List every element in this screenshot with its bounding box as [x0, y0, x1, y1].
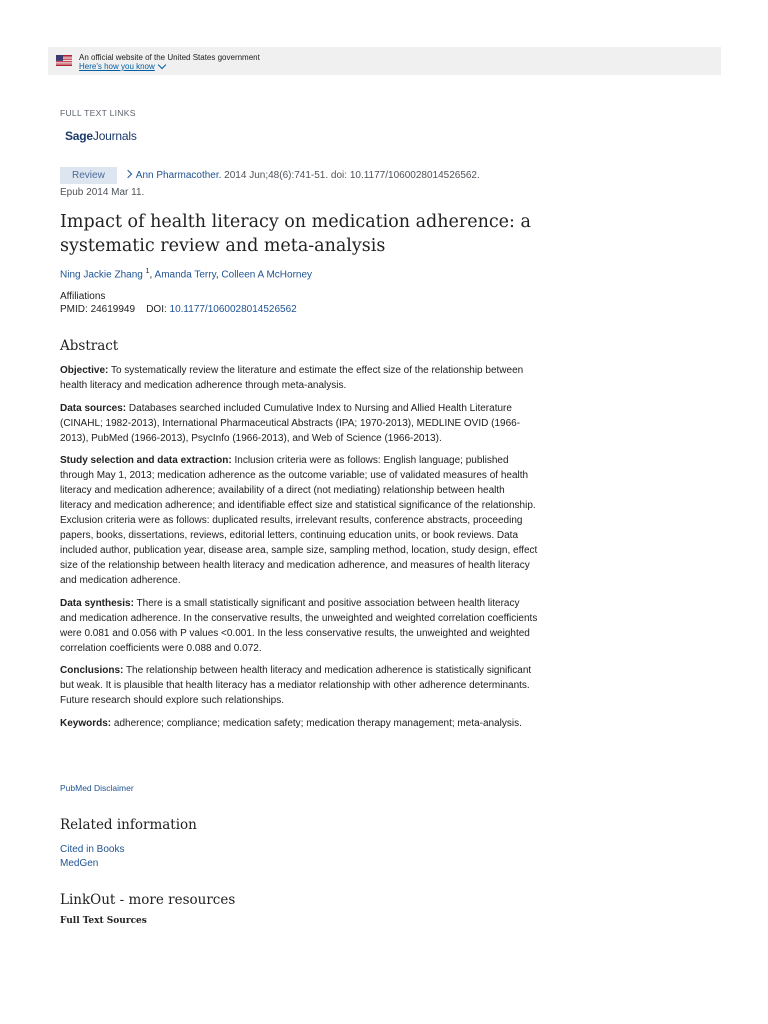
sage-logo-part1: Sage [65, 129, 93, 143]
linkout-heading: LinkOut - more resources [60, 892, 236, 908]
article-identifiers [60, 304, 297, 315]
epub-date: Epub 2014 Mar 11. [60, 187, 145, 198]
abstract-section-label: Conclusions: [60, 665, 124, 676]
pmid-label: PMID: [60, 304, 91, 315]
abstract-section [60, 663, 538, 708]
medgen-link[interactable]: MedGen [60, 858, 99, 869]
abstract-section-text: The relationship between health literacy and medication adherence is statistically significant but weak. It is plausible that health literacy has a mediator relationship with other adherence determinants. Future research should explore such relationships. [60, 665, 532, 706]
related-links [60, 843, 124, 871]
article-title: Impact of health literacy on medication adherence: a systematic review and meta-analysis [60, 212, 531, 256]
keywords [60, 716, 538, 731]
abstract-section-label: Data synthesis: [60, 597, 134, 609]
related-information-heading: Related information [60, 817, 197, 833]
keywords-label: Keywords: [60, 717, 112, 729]
us-flag-icon [56, 55, 72, 66]
abstract-body [60, 363, 538, 738]
abstract-section-text: Databases searched included Cumulative Index to Nursing and Allied Health Literature (CINAHL; 1982-2013), International Pharmaceutical Abstracts (IPA; 1970-2013), MEDLINE OVID (1966-2013), PubMed (1966-2013), PsycInfo (1966-2013), and Web of Science (1966-2013). [60, 402, 521, 444]
doi-label: DOI: [146, 304, 170, 315]
cited-in-books-link[interactable]: Cited in Books [60, 844, 125, 855]
keywords-text: adherence; compliance; medication safety; medication therapy management; meta-analysis. [111, 717, 522, 729]
gov-banner-line: An official website of the United States government [79, 53, 260, 62]
article-type-badge[interactable]: Review [60, 167, 117, 184]
pubmed-disclaimer-link[interactable]: PubMed Disclaimer [60, 783, 134, 793]
gov-banner-text [79, 53, 260, 71]
abstract-section-label: Study selection and data extraction: [60, 455, 232, 466]
abstract-section-label: Data sources: [60, 402, 127, 414]
abstract-section [60, 596, 538, 656]
pmid-value: 24619949 [90, 304, 136, 315]
chevron-down-icon [158, 61, 166, 69]
abstract-section-text: There is a small statistically significant and positive association between health literacy and medication adherence. In the conservative results, the unweighted and weighted correlation coefficients were 0.081 and 0.056 with P values <0.001. In the less conservative results, the unweighted and weighted correlation coefficients were 0.088 and 0.072. [60, 597, 538, 654]
sage-logo-part2: Journals [92, 129, 137, 143]
abstract-heading: Abstract [60, 338, 119, 354]
author-list [60, 268, 312, 280]
abstract-section [60, 453, 538, 588]
heres-how-you-know-link[interactable] [79, 62, 165, 71]
gov-banner [48, 47, 721, 75]
author-link[interactable]: Colleen A McHorney [221, 269, 313, 281]
author-separator: , [215, 269, 222, 281]
chevron-right-icon [124, 170, 132, 178]
abstract-section-text: Inclusion criteria were as follows: English language; published through May 1, 2013; medication adherence as the outcome variable; use of validated measures of health literacy and medication adherence; availability of a direct (not mediating) relationship between health literacy and medication adherence; and identifiable effect size and statistical significance of the relationship. Exclusion criteria were as follows: duplicated results, irrelevant results, conference abstracts, proceeding papers, books, dissertations, reviews, editorial letters, continuing education units, or book reviews. Data included author, publication year, disease area, sample size, sampling method, location, study design, effect size of the relationship between health literacy and medication adherence, and measures of health literacy and medication adherence. [60, 455, 538, 586]
heres-how-you-know-label: Here's how you know [79, 62, 155, 71]
affiliation-marker[interactable]: 1 [145, 268, 150, 275]
abstract-section-label: Objective: [60, 365, 109, 376]
citation-line [60, 167, 540, 201]
author-link[interactable]: Ning Jackie Zhang [60, 269, 143, 281]
author-link[interactable]: Amanda Terry [154, 269, 216, 281]
abstract-section [60, 363, 538, 393]
sage-journals-logo-link[interactable] [65, 129, 137, 143]
abstract-section-text: To systematically review the literature and estimate the effect size of the relationship between health literacy and medication adherence through meta-analysis. [60, 365, 524, 391]
journal-link[interactable]: Ann Pharmacother. [135, 170, 222, 181]
affiliations-toggle[interactable]: Affiliations [60, 291, 106, 302]
full-text-links-label: FULL TEXT LINKS [60, 108, 136, 118]
doi-link[interactable]: 10.1177/1060028014526562 [169, 304, 297, 315]
citation-details: 2014 Jun;48(6):741-51. doi: 10.1177/1060028014526562. [221, 170, 480, 181]
full-text-sources-heading[interactable]: Full Text Sources [60, 916, 147, 926]
abstract-section [60, 401, 538, 446]
author-separator: , [149, 269, 155, 281]
